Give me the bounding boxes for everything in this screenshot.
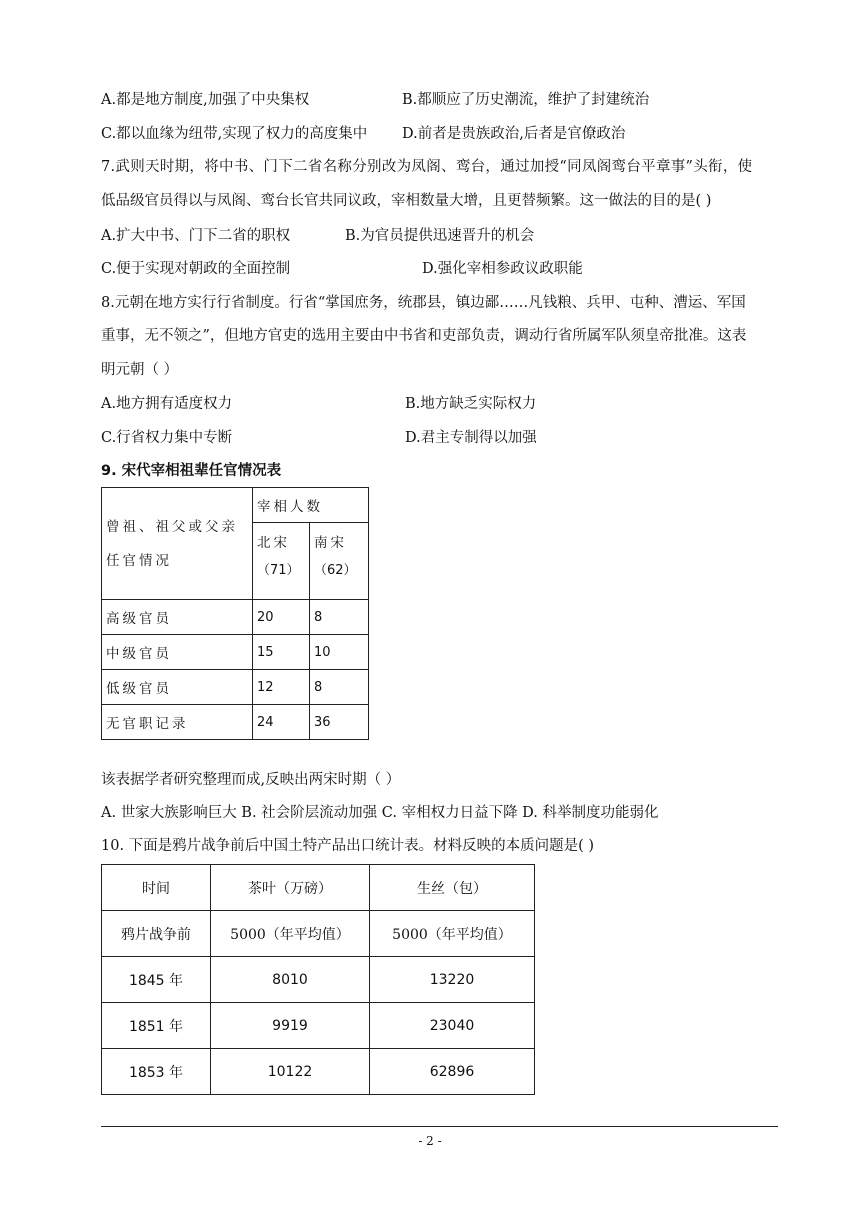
- q9-row-header-text: 曾祖、祖父或父亲任官情况: [106, 518, 238, 569]
- table-row: [102, 1003, 535, 1049]
- q9-cell-north: 24: [253, 705, 310, 740]
- q10-table: [101, 864, 535, 1095]
- q10-cell-time: 1853 年: [102, 1049, 211, 1095]
- q10-cell-tea: 10122: [211, 1049, 370, 1095]
- q6-option-b: B.都顺应了历史潮流，维护了封建统治: [402, 92, 650, 108]
- q9-group-header: 宰相人数: [253, 488, 369, 523]
- q9-col-north-count: （71）: [257, 563, 300, 578]
- q9-table: [101, 487, 369, 740]
- q10-header-silk: 生丝（包）: [370, 865, 535, 911]
- q9-row-label: 低级官员: [102, 670, 253, 705]
- q8-stem-line-1: 8.元朝在地方实行行省制度。行省“掌国庶务，统郡县，镇边鄙……凡钱粮、兵甲、屯种、漕运、军国: [101, 295, 746, 311]
- q10-cell-silk: 5000（年平均值）: [370, 911, 535, 957]
- q7-option-d: D.强化宰相参政议政职能: [422, 261, 583, 277]
- q9-cell-north: 20: [253, 600, 310, 635]
- q7-stem-line-1: 7.武则天时期，将中书、门下二省名称分别改为凤阁、鸾台，通过加授“同凤阁鸾台平章事”头衔，使: [101, 159, 753, 175]
- q10-cell-tea: 9919: [211, 1003, 370, 1049]
- q8-option-c: C.行省权力集中专断: [101, 430, 233, 446]
- q10-cell-silk: 13220: [370, 957, 535, 1003]
- q9-col-south-name: 南宋: [314, 535, 347, 551]
- q10-cell-silk: 62896: [370, 1049, 535, 1095]
- q8-stem-line-3: 明元朝（ ）: [101, 362, 179, 378]
- q9-row-header: [102, 488, 253, 600]
- footer-divider: [101, 1126, 778, 1127]
- table-row: [102, 670, 369, 705]
- q8-option-b: B.地方缺乏实际权力: [405, 396, 537, 412]
- q8-stem-line-2: 重事，无不领之”，但地方官吏的选用主要由中书省和吏部负责，调动行省所属军队须皇帝批准。这表: [101, 328, 747, 344]
- q10-cell-tea: 8010: [211, 957, 370, 1003]
- q9-col-north-name: 北宋: [257, 535, 290, 551]
- q9-cell-south: 10: [310, 635, 369, 670]
- table-header-row: [102, 865, 535, 911]
- q8-option-d: D.君主专制得以加强: [405, 430, 537, 446]
- q7-option-c: C.便于实现对朝政的全面控制: [101, 261, 291, 277]
- q9-stem: 该表据学者研究整理而成,反映出两宋时期（ ）: [101, 772, 401, 788]
- q7-option-b: B.为官员提供迅速晋升的机会: [345, 228, 535, 244]
- q9-col-south: [310, 523, 369, 600]
- table-row: [102, 705, 369, 740]
- q9-options: A. 世家大族影响巨大 B. 社会阶层流动加强 C. 宰相权力日益下降 D. 科举制度功能弱化: [101, 805, 659, 821]
- q9-cell-north: 12: [253, 670, 310, 705]
- q10-header-tea: 茶叶（万磅）: [211, 865, 370, 911]
- q9-cell-north: 15: [253, 635, 310, 670]
- q6-option-a: A.都是地方制度,加强了中央集权: [101, 92, 310, 108]
- table-row: [102, 957, 535, 1003]
- table-row: [102, 600, 369, 635]
- q10-header-time: 时间: [102, 865, 211, 911]
- q10-stem: 10. 下面是鸦片战争前后中国土特产品出口统计表。材料反映的本质问题是( ): [101, 838, 595, 854]
- q9-row-label: 中级官员: [102, 635, 253, 670]
- q10-cell-silk: 23040: [370, 1003, 535, 1049]
- q6-option-c: C.都以血缘为纽带,实现了权力的高度集中: [101, 126, 368, 142]
- q9-col-north: [253, 523, 310, 600]
- q6-option-d: D.前者是贵族政治,后者是官僚政治: [402, 126, 626, 142]
- table-row: [102, 1049, 535, 1095]
- table-row: [102, 911, 535, 957]
- q10-cell-time: 鸦片战争前: [102, 911, 211, 957]
- q9-cell-south: 8: [310, 600, 369, 635]
- page-number: - 2 -: [418, 1134, 442, 1148]
- q9-table-title: 9. 宋代宰相祖辈任官情况表: [101, 463, 282, 479]
- q8-option-a: A.地方拥有适度权力: [101, 396, 233, 412]
- q9-col-south-count: （62）: [314, 563, 357, 578]
- table-row: [102, 635, 369, 670]
- q9-cell-south: 36: [310, 705, 369, 740]
- q7-option-a: A.扩大中书、门下二省的职权: [101, 228, 291, 244]
- q10-cell-time: 1845 年: [102, 957, 211, 1003]
- q9-row-label: 高级官员: [102, 600, 253, 635]
- q10-cell-tea: 5000（年平均值）: [211, 911, 370, 957]
- q9-row-label: 无官职记录: [102, 705, 253, 740]
- q9-cell-south: 8: [310, 670, 369, 705]
- q10-cell-time: 1851 年: [102, 1003, 211, 1049]
- q7-stem-line-2: 低品级官员得以与凤阁、鸾台长官共同议政，宰相数量大增，且更替频繁。这一做法的目的是( ): [101, 193, 712, 209]
